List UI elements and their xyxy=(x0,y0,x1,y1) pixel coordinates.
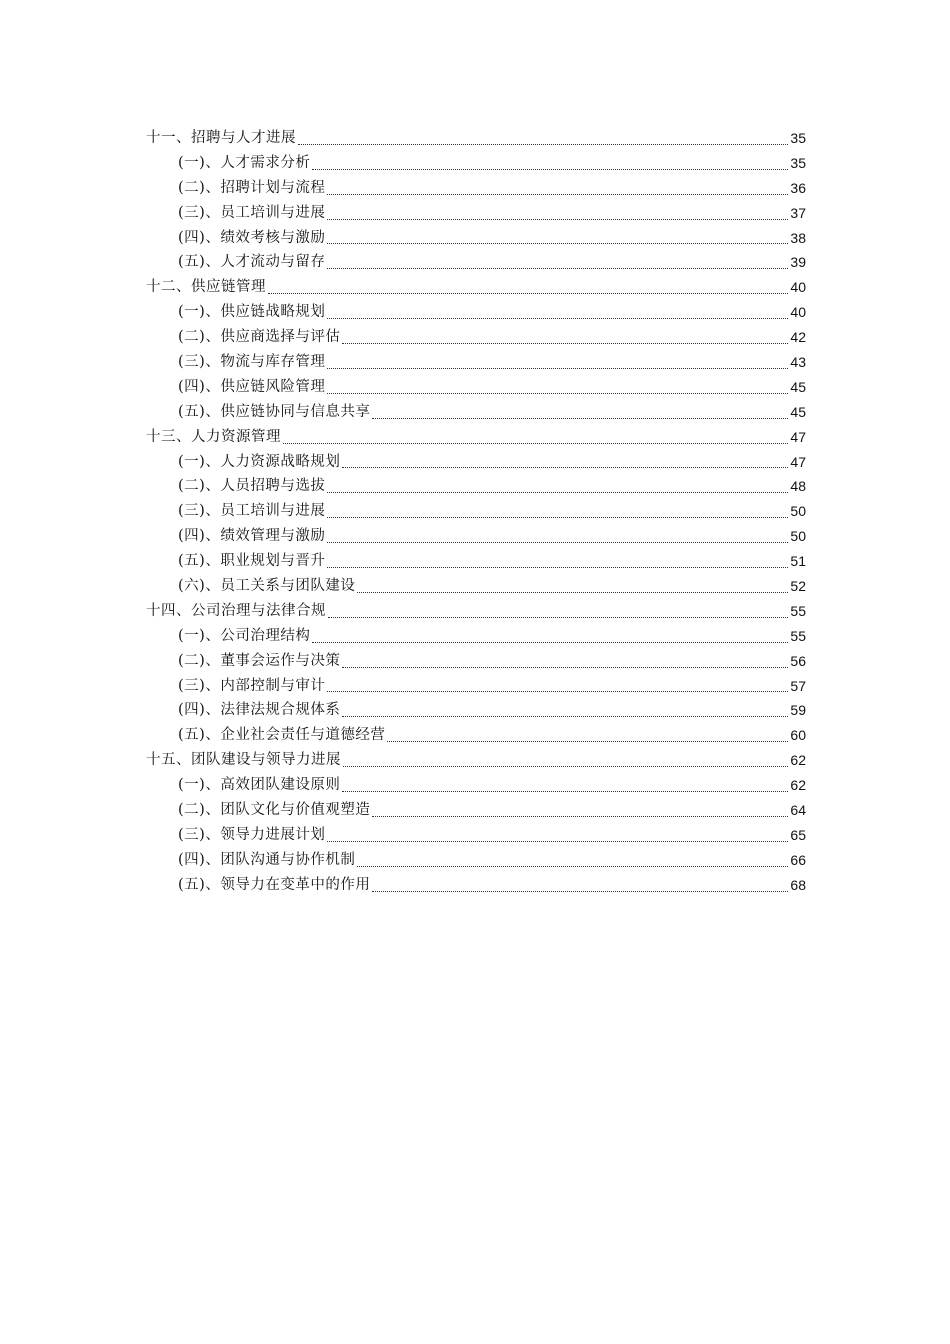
toc-section-entry[interactable] xyxy=(146,176,806,201)
toc-section-entry[interactable] xyxy=(146,823,806,848)
toc-dot-leader xyxy=(327,393,788,394)
toc-entry-title: (五)、供应链协同与信息共享 xyxy=(178,403,371,420)
toc-page-number: 36 xyxy=(790,179,806,196)
toc-section-entry[interactable] xyxy=(146,798,806,823)
toc-dot-leader xyxy=(342,791,788,792)
toc-dot-leader xyxy=(327,492,788,493)
toc-section-entry[interactable] xyxy=(146,201,806,226)
toc-page-number: 39 xyxy=(790,254,806,271)
toc-entry-title: (六)、员工关系与团队建设 xyxy=(178,578,356,595)
toc-page-number: 37 xyxy=(790,204,806,221)
toc-section-entry[interactable] xyxy=(146,574,806,599)
toc-dot-leader xyxy=(327,368,788,369)
toc-chapter-entry[interactable] xyxy=(146,748,806,773)
toc-chapter-entry[interactable] xyxy=(146,275,806,300)
toc-page-number: 38 xyxy=(790,229,806,246)
toc-dot-leader xyxy=(387,741,788,742)
toc-section-entry[interactable] xyxy=(146,499,806,524)
toc-page-number: 52 xyxy=(790,578,806,595)
toc-page-number: 62 xyxy=(790,777,806,794)
toc-entry-title: 十二、供应链管理 xyxy=(146,279,266,296)
toc-section-entry[interactable] xyxy=(146,250,806,275)
toc-section-entry[interactable] xyxy=(146,624,806,649)
toc-dot-leader xyxy=(327,517,788,518)
toc-entry-title: (一)、人才需求分析 xyxy=(178,154,311,171)
toc-section-entry[interactable] xyxy=(146,226,806,251)
toc-dot-leader xyxy=(372,891,788,892)
toc-entry-title: 十三、人力资源管理 xyxy=(146,428,281,445)
toc-page-number: 68 xyxy=(790,876,806,893)
toc-dot-leader xyxy=(372,418,788,419)
toc-chapter-entry[interactable] xyxy=(146,126,806,151)
toc-page-number: 48 xyxy=(790,478,806,495)
toc-page-number: 35 xyxy=(790,154,806,171)
toc-entry-title: (五)、职业规划与晋升 xyxy=(178,553,326,570)
toc-section-entry[interactable] xyxy=(146,773,806,798)
toc-section-entry[interactable] xyxy=(146,300,806,325)
toc-entry-title: (二)、供应商选择与评估 xyxy=(178,329,341,346)
toc-entry-title: (四)、绩效管理与激励 xyxy=(178,528,326,545)
toc-dot-leader xyxy=(327,542,788,543)
toc-page-number: 47 xyxy=(790,428,806,445)
toc-entry-title: (五)、企业社会责任与道德经营 xyxy=(178,727,386,744)
toc-section-entry[interactable] xyxy=(146,723,806,748)
toc-entry-title: (三)、内部控制与审计 xyxy=(178,677,326,694)
toc-entry-title: (一)、高效团队建设原则 xyxy=(178,777,341,794)
toc-section-entry[interactable] xyxy=(146,350,806,375)
toc-page-number: 59 xyxy=(790,702,806,719)
toc-section-entry[interactable] xyxy=(146,325,806,350)
toc-entry-title: 十一、招聘与人才进展 xyxy=(146,129,296,146)
toc-section-entry[interactable] xyxy=(146,698,806,723)
toc-section-entry[interactable] xyxy=(146,549,806,574)
toc-page-number: 51 xyxy=(790,553,806,570)
toc-page-number: 43 xyxy=(790,354,806,370)
toc-entry-title: (三)、物流与库存管理 xyxy=(178,354,326,370)
toc-page-number: 65 xyxy=(790,826,806,843)
toc-dot-leader xyxy=(312,169,788,170)
toc-page-number: 45 xyxy=(790,378,806,395)
toc-dot-leader xyxy=(327,567,788,568)
toc-entry-title: (三)、员工培训与进展 xyxy=(178,503,326,520)
toc-dot-leader xyxy=(342,667,788,668)
toc-page-number: 66 xyxy=(790,851,806,868)
toc-entry-title: (一)、人力资源战略规划 xyxy=(178,453,341,470)
toc-page-number: 50 xyxy=(790,528,806,545)
toc-dot-leader xyxy=(342,467,788,468)
toc-entry-title: 十四、公司治理与法律合规 xyxy=(146,602,326,619)
toc-dot-leader xyxy=(312,642,788,643)
toc-entry-title: (三)、领导力进展计划 xyxy=(178,826,326,843)
toc-entry-title: (四)、供应链风险管理 xyxy=(178,378,326,395)
toc-dot-leader xyxy=(327,691,788,692)
toc-entry-title: (四)、法律法规合规体系 xyxy=(178,702,341,719)
toc-entry-title: (一)、公司治理结构 xyxy=(178,627,311,644)
toc-page-number: 40 xyxy=(790,304,806,321)
toc-page-number: 62 xyxy=(790,752,806,769)
toc-section-entry[interactable] xyxy=(146,375,806,400)
toc-dot-leader xyxy=(327,194,788,195)
toc-chapter-entry[interactable] xyxy=(146,425,806,450)
toc-dot-leader xyxy=(283,443,788,444)
toc-page-number: 47 xyxy=(790,453,806,470)
toc-page-number: 57 xyxy=(790,677,806,694)
toc-section-entry[interactable] xyxy=(146,474,806,499)
toc-entry-title: (二)、董事会运作与决策 xyxy=(178,652,341,669)
toc-page-number: 55 xyxy=(790,602,806,619)
toc-section-entry[interactable] xyxy=(146,151,806,176)
toc-dot-leader xyxy=(327,841,788,842)
toc-page-number: 35 xyxy=(790,129,806,146)
toc-entry-title: 十五、团队建设与领导力进展 xyxy=(146,752,341,769)
toc-section-entry[interactable] xyxy=(146,848,806,873)
toc-dot-leader xyxy=(357,866,788,867)
toc-entry-title: (一)、供应链战略规划 xyxy=(178,304,326,321)
toc-section-entry[interactable] xyxy=(146,400,806,425)
toc-entry-title: (二)、人员招聘与选拔 xyxy=(178,478,326,495)
toc-page-number: 64 xyxy=(790,802,806,819)
toc-dot-leader xyxy=(343,766,788,767)
toc-entry-title: (四)、绩效考核与激励 xyxy=(178,229,326,246)
toc-chapter-entry[interactable] xyxy=(146,599,806,624)
toc-page-number: 60 xyxy=(790,727,806,744)
toc-section-entry[interactable] xyxy=(146,450,806,475)
toc-dot-leader xyxy=(327,268,788,269)
toc-entry-title: (二)、招聘计划与流程 xyxy=(178,179,326,196)
toc-entry-title: (五)、人才流动与留存 xyxy=(178,254,326,271)
toc-dot-leader xyxy=(328,617,788,618)
toc-dot-leader xyxy=(327,318,788,319)
toc-section-entry[interactable] xyxy=(146,873,806,898)
toc-dot-leader xyxy=(327,219,788,220)
toc-dot-leader xyxy=(357,592,788,593)
toc-entry-title: (五)、领导力在变革中的作用 xyxy=(178,876,371,893)
toc-section-entry[interactable] xyxy=(146,524,806,549)
toc-dot-leader xyxy=(268,293,788,294)
toc-section-entry[interactable] xyxy=(146,674,806,699)
toc-dot-leader xyxy=(342,716,788,717)
toc-dot-leader xyxy=(298,144,788,145)
toc-page-number: 40 xyxy=(790,279,806,296)
toc-page-number: 55 xyxy=(790,627,806,644)
toc-dot-leader xyxy=(327,243,788,244)
toc-section-entry[interactable] xyxy=(146,649,806,674)
toc-page-number: 42 xyxy=(790,329,806,346)
toc-page-number: 50 xyxy=(790,503,806,520)
toc-dot-leader xyxy=(342,343,788,344)
table-of-contents xyxy=(146,126,806,898)
toc-entry-title: (二)、团队文化与价值观塑造 xyxy=(178,802,371,819)
toc-page-number: 56 xyxy=(790,652,806,669)
toc-page-number: 45 xyxy=(790,403,806,420)
toc-dot-leader xyxy=(372,816,788,817)
toc-entry-title: (四)、团队沟通与协作机制 xyxy=(178,851,356,868)
toc-entry-title: (三)、员工培训与进展 xyxy=(178,204,326,221)
